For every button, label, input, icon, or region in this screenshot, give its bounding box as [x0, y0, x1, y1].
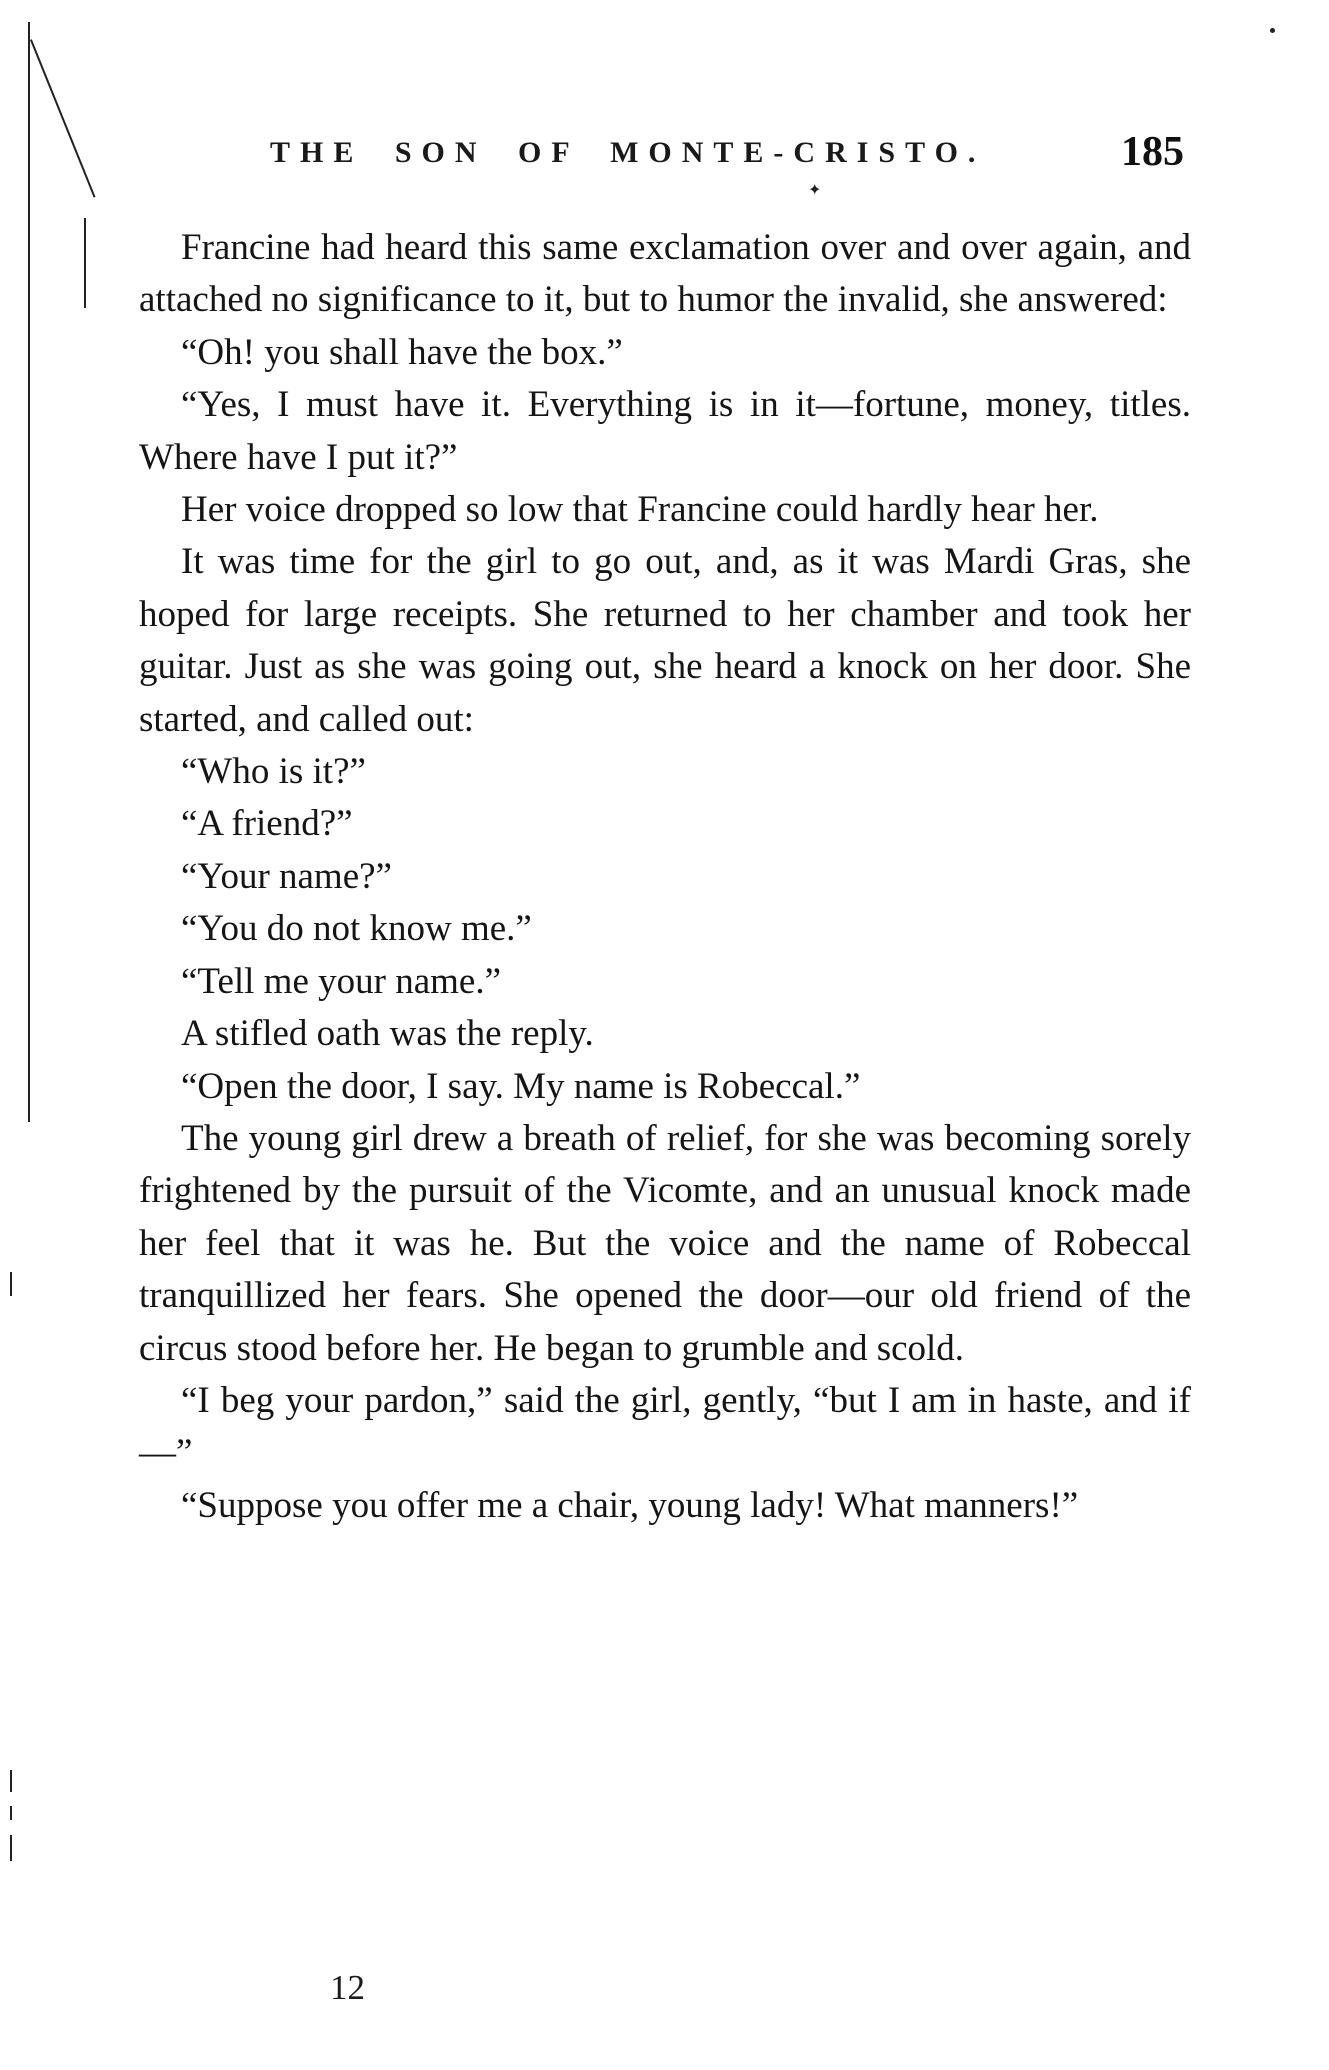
scan-speck: [1270, 28, 1275, 33]
paragraph: “Tell me your name.”: [181, 960, 501, 1002]
signature-mark: 12: [330, 1968, 365, 2007]
paragraph: “Open the door, I say. My name is Robeccal.”: [181, 1065, 861, 1107]
paragraph: “Yes, I must have it. Everything is in it—fortune, money, titles. Where have I put it?”: [139, 384, 1191, 478]
paragraph: “You do not know me.”: [181, 908, 532, 950]
page-header: [270, 128, 1190, 178]
body-text: [139, 222, 1191, 1532]
margin-scan-line: [10, 1806, 12, 1820]
paragraph: A stifled oath was the reply.: [181, 1013, 594, 1055]
margin-scan-line: [10, 1835, 12, 1861]
margin-scan-line: [10, 1770, 12, 1792]
margin-scan-line: [30, 39, 96, 197]
paragraph: “Suppose you offer me a chair, young lady! What manners!”: [181, 1484, 1079, 1526]
paragraph: “Your name?”: [181, 855, 392, 897]
paragraph: The young girl drew a breath of relief, for she was becoming sorely frightened by the pursuit of the Vicomte, and an unusual knock made her feel that it was he. But the voice and the name of Robeccal tranquillized her fears. She opened the door—our old friend of the circus stood before her. He began to grumble and scold.: [139, 1117, 1191, 1369]
paragraph: “Oh! you shall have the box.”: [181, 331, 623, 373]
margin-scan-line: [28, 22, 30, 1122]
running-title: THE SON OF MONTE-CRISTO.: [270, 136, 986, 169]
paragraph: “Who is it?”: [181, 751, 366, 793]
paragraph: “I beg your pardon,” said the girl, gently, “but I am in haste, and if—”: [139, 1379, 1191, 1474]
margin-scan-line: [84, 218, 86, 308]
paragraph: It was time for the girl to go out, and, as it was Mardi Gras, she hoped for large receipts. She returned to her chamber and took her guitar. Just as she was going out, she heard a knock on her door. She started, and called out:: [139, 541, 1191, 740]
header-ornament: ✦: [808, 180, 822, 199]
paragraph: Francine had heard this same exclamation over and over again, and attached no significance to it, but to humor the invalid, she answered:: [139, 227, 1191, 321]
page-number: 185: [1121, 129, 1184, 175]
paragraph: “A friend?”: [181, 803, 353, 845]
margin-scan-line: [10, 1272, 12, 1296]
paragraph: Her voice dropped so low that Francine could hardly hear her.: [181, 489, 1099, 531]
